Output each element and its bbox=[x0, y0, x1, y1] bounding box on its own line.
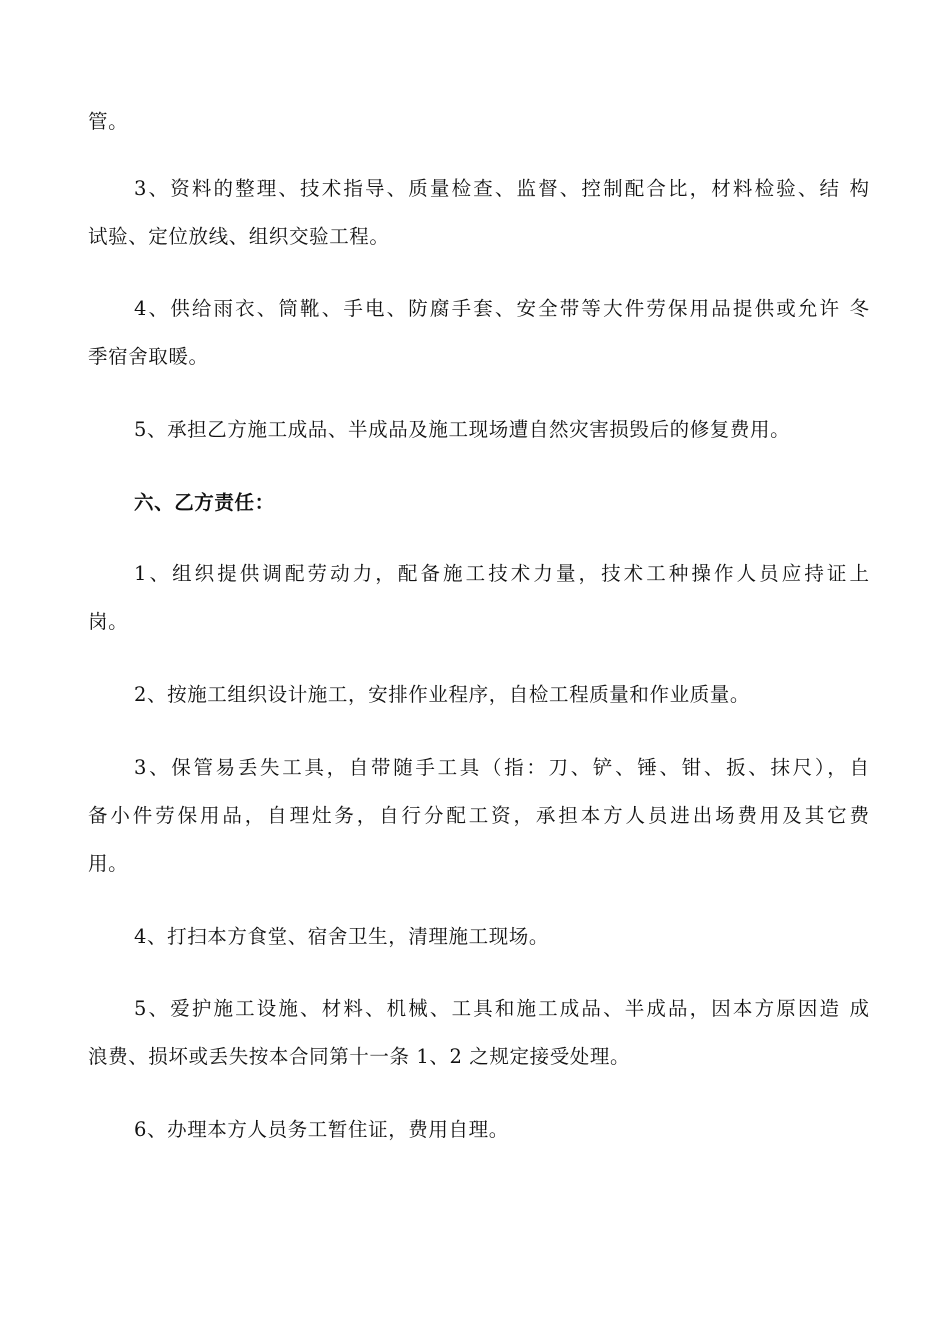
text-line: 1、组织提供调配劳动力，配备施工技术力量，技术工种操作人员应持证上 bbox=[134, 562, 869, 585]
text-line: 季宿舍取暖。 bbox=[88, 345, 209, 368]
text-line: 4、供给雨衣、筒靴、手电、防腐手套、安全带等大件劳保用品提供或允许 冬 bbox=[134, 297, 869, 320]
text-line: 用。 bbox=[88, 852, 129, 875]
text-line: 试验、定位放线、组织交验工程。 bbox=[88, 225, 390, 248]
text-line: 6、办理本方人员务工暂住证，费用自理。 bbox=[134, 1118, 509, 1141]
text-line: 4、打扫本方食堂、宿舍卫生，清理施工现场。 bbox=[134, 925, 550, 948]
text-line: 岗。 bbox=[88, 610, 129, 633]
text-line: 3、保管易丢失工具，自带随手工具（指：刀、铲、锤、钳、扳、抹尺），自 bbox=[134, 756, 869, 779]
section-heading: 六、乙方责任： bbox=[134, 491, 275, 514]
text-line: 2、按施工组织设计施工，安排作业程序，自检工程质量和作业质量。 bbox=[134, 683, 751, 706]
text-line: 管。 bbox=[88, 110, 129, 133]
text-line: 5、承担乙方施工成品、半成品及施工现场遭自然灾害损毁后的修复费用。 bbox=[134, 418, 791, 441]
text-line: 浪费、损坏或丢失按本合同第十一条 1、2 之规定接受处理。 bbox=[88, 1045, 631, 1068]
text-line: 5、爱护施工设施、材料、机械、工具和施工成品、半成品，因本方原因造 成 bbox=[134, 997, 869, 1020]
text-line: 3、资料的整理、技术指导、质量检查、监督、控制配合比，材料检验、结 构 bbox=[134, 177, 869, 200]
text-line: 备小件劳保用品，自理灶务，自行分配工资，承担本方人员进出场费用及其它费 bbox=[88, 804, 869, 827]
